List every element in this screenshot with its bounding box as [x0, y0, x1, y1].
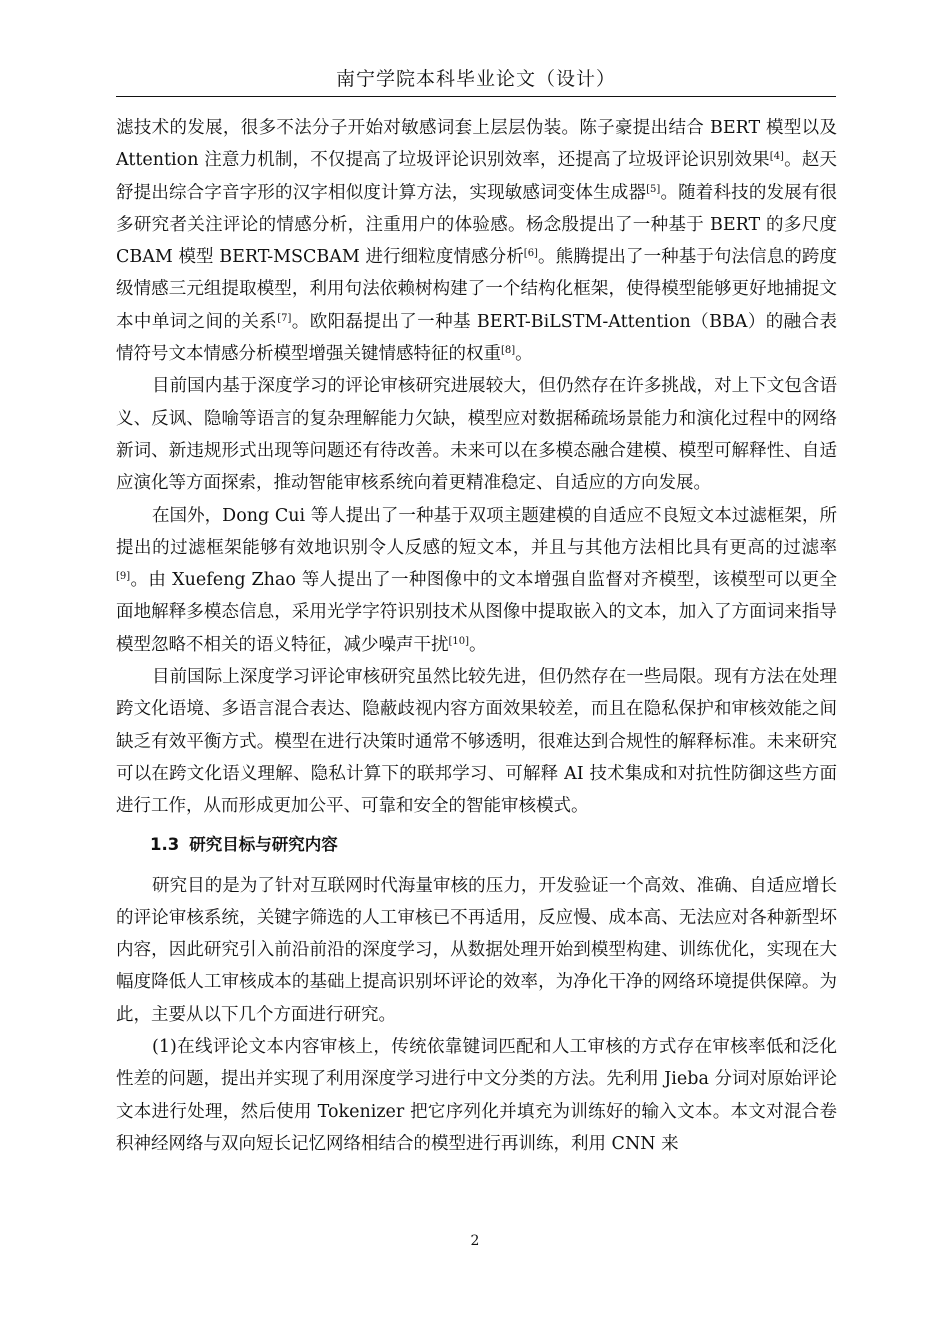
paragraph [116, 370, 837, 499]
section-number: 1.3 [150, 834, 180, 854]
paragraph-text: 。随着科技的发展有很多研究者关注评论的情感分析，注重用户的体验感。杨念殷提出了一种基于 BERT 的多尺度 CBAM 模型 BERT-MSCBAM 进行细粒度情感分析 [116, 182, 838, 268]
paragraphs-before-section [116, 112, 837, 823]
paragraph [116, 1031, 837, 1160]
paragraph [116, 870, 837, 1031]
paragraph-text: 。欧阳磊提出了一种基 BERT-BiLSTM-Attention（BBA）的融合表情符号文本情感分析模型增强关键情感特征的权重 [116, 311, 837, 365]
section-title: 研究目标与研究内容 [189, 834, 338, 854]
citation-reference: [7] [277, 312, 292, 324]
citation-reference: [10] [448, 635, 470, 647]
paragraph-text: 研究目的是为了针对互联网时代海量审核的压力，开发验证一个高效、准确、自适应增长的评论审核系统，关键字筛选的人工审核已不再适用，反应慢、成本高、无法应对各种新型坏内容，因此研究引入前沿前沿的深度学习，从数据处理开始到模型构建、训练优化，实现在大幅度降低人工审核成本的基础上提高识别坏评论的效率，为净化干净的网络环境提供保障。为此，主要从以下几个方面进行研究。 [116, 875, 837, 1025]
paragraph-text: 目前国际上深度学习评论审核研究虽然比较先进，但仍然存在一些局限。现有方法在处理跨文化语境、多语言混合表达、隐蔽歧视内容方面效果较差，而且在隐私保护和审核效能之间缺乏有效平衡方式。模型在进行决策时通常不够透明，很难达到合规性的解释标准。未来研究可以在跨文化语义理解、隐私计算下的联邦学习、可解释 AI 技术集成和对抗性防御这些方面进行工作，从而形成更加公平、可靠和安全的智能审核模式。 [116, 667, 837, 817]
citation-reference: [6] [523, 248, 538, 260]
paragraph [116, 661, 837, 822]
paragraph-text: 。由 Xuefeng Zhao 等人提出了一种图像中的文本增强自监督对齐模型，该模型可以更全面地解释多模态信息，采用光学字符识别技术从图像中提取嵌入的文本，加入了方面词来指导模型忽略不相关的语义特征，减少噪声干扰 [116, 570, 837, 655]
paragraph-text: 滤技术的发展，很多不法分子开始对敏感词套上层层伪装。陈子豪提出结合 BERT 模型以及 Attention 注意力机制，不仅提高了垃圾评论识别效率，还提高了垃圾评论识别效果 [116, 118, 837, 171]
thesis-header-title: 南宁学院本科毕业论文（设计） [335, 68, 616, 90]
citation-reference: [4] [769, 151, 784, 163]
paragraph-text: 在国外，Dong Cui 等人提出了一种基于双项主题建模的自适应不良短文本过滤框架，所提出的过滤框架能够有效地识别令人反感的短文本，并且与其他方法相比具有更高的过滤率 [116, 505, 837, 558]
citation-reference: [9] [116, 571, 131, 583]
paragraph-text: 。熊腾提出了一种基于句法信息的跨度级情感三元组提取模型，利用句法依赖树构建了一个结构化框架，使得模型能够更好地捕捉文本中单词之间的关系 [116, 247, 837, 332]
citation-reference: [8] [501, 345, 516, 357]
page-header [116, 56, 836, 97]
paragraph-text: (1)在线评论文本内容审核上，传统依靠键词匹配和人工审核的方式存在审核率低和泛化性差的问题，提出并实现了利用深度学习进行中文分类的方法。先利用 Jieba 分词对原始评论文本进行处理，然后使用 Tokenizer 把它序列化并填充为训练好的输入文本。本文对混合卷积神经网络与双向短长记忆网络相结合的模型进行再训练，利用 CNN 来 [116, 1037, 837, 1154]
citation-reference: [5] [646, 183, 661, 195]
section-heading [116, 829, 837, 861]
paragraph [116, 112, 837, 370]
paragraph-text: 目前国内基于深度学习的评论审核研究进展较大，但仍然存在许多挑战，对上下文包含语义、反讽、隐喻等语言的复杂理解能力欠缺，模型应对数据稀疏场景能力和演化过程中的网络新词、新违规形式出现等问题还有待改善。未来可以在多模态融合建模、模型可解释性、自适应演化等方面探索，推动智能审核系统向着更精准稳定、自适应的方向发展。 [116, 376, 837, 494]
page-number: 2 [470, 1233, 480, 1249]
paragraphs-after-section [116, 870, 837, 1161]
paragraph-text: 。赵天舒提出综合字音字形的汉字相似度计算方法，实现敏感词变体生成器 [116, 150, 837, 203]
paragraph-text: 。 [469, 634, 487, 655]
paragraph-text: 。 [515, 344, 533, 365]
paragraph [116, 500, 837, 661]
document-body [116, 112, 837, 1160]
